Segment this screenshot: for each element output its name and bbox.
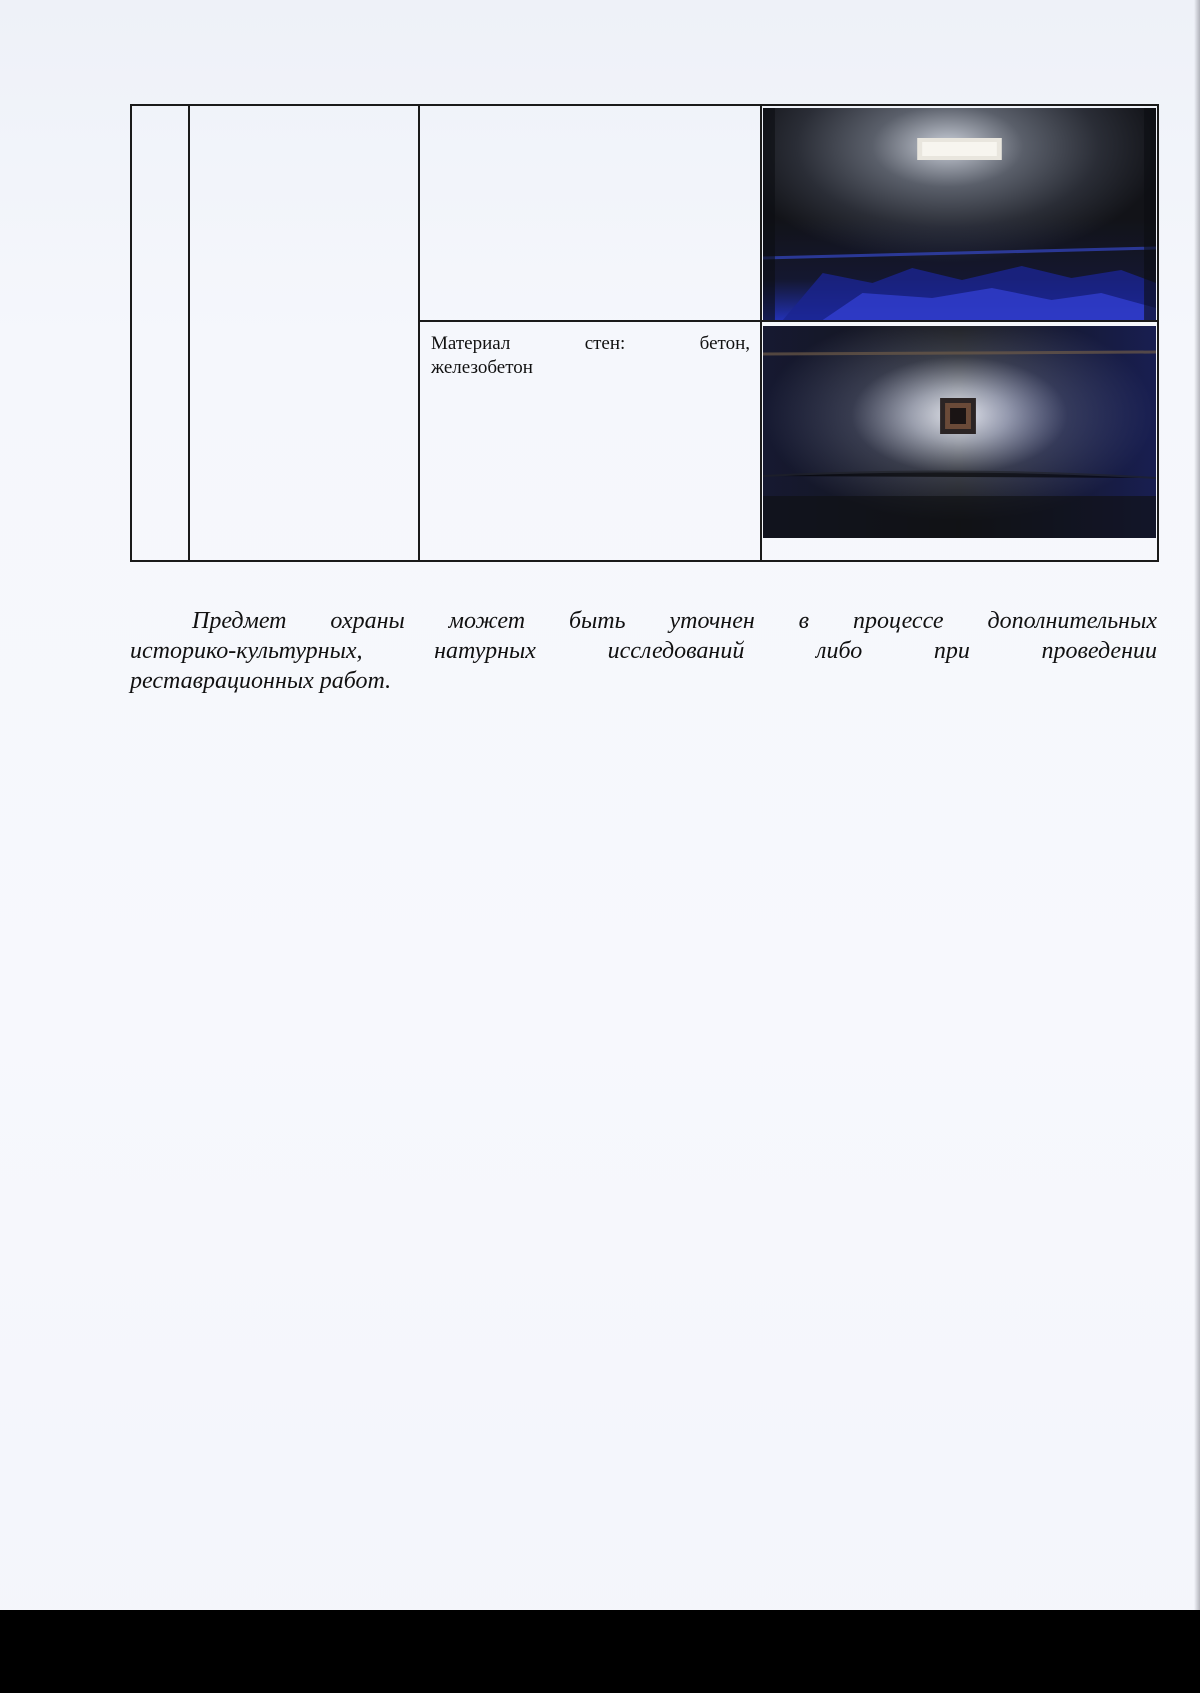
description-cell-empty (419, 105, 761, 321)
description-word: стен: (584, 333, 626, 354)
note-word: быть (568, 608, 626, 634)
protection-subject-table (130, 104, 1159, 562)
note-word: может (448, 608, 526, 634)
note-word: при (933, 638, 970, 664)
protection-subject-note (130, 606, 1157, 696)
description-line-1 (431, 332, 750, 356)
description-line-2: железобетон (431, 357, 533, 378)
note-word: процессе (852, 608, 944, 634)
description-word: бетон, (699, 333, 750, 354)
element-name-cell (189, 105, 419, 561)
photo-interior-wall-opening (763, 326, 1156, 538)
note-word: проведении (1041, 638, 1157, 664)
note-word: дополнительных (987, 608, 1157, 634)
note-word: уточнен (669, 608, 755, 634)
photo-cell (761, 321, 1158, 561)
note-word: исследований (607, 638, 745, 664)
note-line-3: реставрационных работ. (130, 668, 392, 694)
scan-edge-shadow (1194, 0, 1200, 1610)
note-word: Предмет (192, 608, 287, 634)
row-number-cell (131, 105, 189, 561)
note-word: либо (815, 638, 863, 664)
note-line-2 (130, 636, 1157, 666)
note-word: в (798, 608, 810, 634)
note-word: историко-культурных, (130, 638, 363, 664)
note-word: натурных (434, 638, 536, 664)
note-word: охраны (330, 608, 405, 634)
scan-bottom-border (0, 1610, 1200, 1693)
note-line-1 (130, 606, 1157, 636)
description-word: Материал (431, 333, 511, 354)
photo-cell (761, 105, 1158, 321)
description-cell (419, 321, 761, 561)
table-row (131, 105, 1158, 321)
photo-interior-ceiling-opening (763, 108, 1156, 320)
